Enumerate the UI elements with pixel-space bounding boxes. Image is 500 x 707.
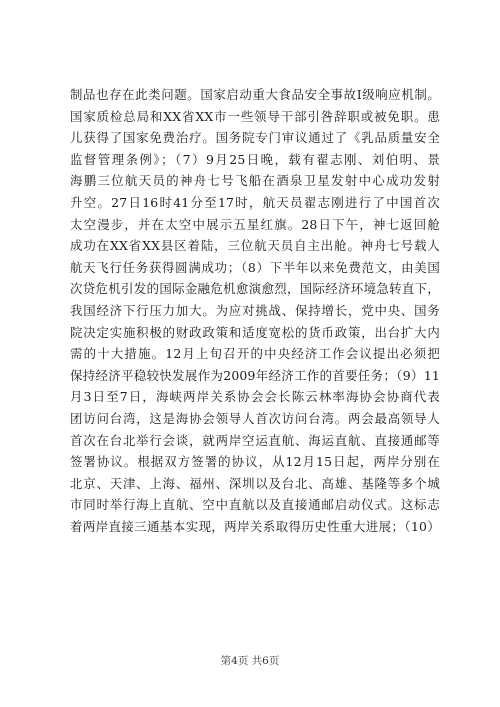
text-line: 制品也存在此类问题。国家启动重大食品安全事故Ⅰ级响应机制。: [70, 87, 440, 102]
text-line: 月3日至7日，海峡两岸关系协会会长陈云林率海协会协商代表: [70, 389, 440, 405]
text-line: 团访问台湾，这是海协会领导人首次访问台湾。两会最高领导人: [70, 410, 440, 426]
text-line: 签署协议。根据双方签署的协议，从12月15日起，两岸分别在: [70, 454, 440, 470]
text-line: 需的十大措施。12月上旬召开的中央经济工作会议提出必须把: [70, 346, 440, 362]
text-line: 保持经济平稳较快发展作为2009年经济工作的首要任务；（9）11: [70, 367, 440, 383]
text-line: 监督管理条例》；（7）9月25日晚，载有翟志刚、刘伯明、景: [70, 151, 440, 167]
text-line: 北京、天津、上海、福州、深圳以及台北、高雄、基隆等多个城: [70, 475, 440, 491]
text-line: 成功在XX省XX县区着陆，三位航天员自主出舱。神舟七号载人: [70, 238, 440, 254]
text-line: 航天飞行任务获得圆满成功；（8）下半年以来免费范文，由美国: [70, 259, 440, 275]
text-line: 我国经济下行压力加大。为应对挑战、保持增长，党中央、国务: [70, 302, 440, 318]
text-line: 着两岸直接三通基本实现，两岸关系取得历史性重大进展；（10）: [70, 518, 440, 534]
body-text: [70, 84, 440, 537]
text-line: 院决定实施积极的财政政策和适度宽松的货币政策，出台扩大内: [70, 324, 440, 340]
text-line: 次贷危机引发的国际金融危机愈演愈烈，国际经济环境急转直下，: [70, 281, 440, 297]
text-line: 升空。27日16时41分至17时，航天员翟志刚进行了中国首次: [70, 194, 440, 210]
text-line: 市同时举行海上直航、空中直航以及直接通邮启动仪式。这标志: [70, 497, 440, 513]
text-line: 海鹏三位航天员的神舟七号飞船在酒泉卫星发射中心成功发射: [70, 173, 440, 189]
text-line: 儿获得了国家免费治疗。国务院专门审议通过了《乳品质量安全: [70, 130, 440, 146]
text-line: 首次在台北举行会谈，就两岸空运直航、海运直航、直接通邮等: [70, 432, 440, 448]
text-line: 太空漫步，并在太空中展示五星红旗。28日下午，神七返回舱: [70, 216, 440, 232]
page-number-footer: 第4页 共6页: [220, 655, 280, 667]
text-line: 国家质检总局和XX省XX市一些领导干部引咎辞职或被免职。患: [70, 108, 440, 124]
